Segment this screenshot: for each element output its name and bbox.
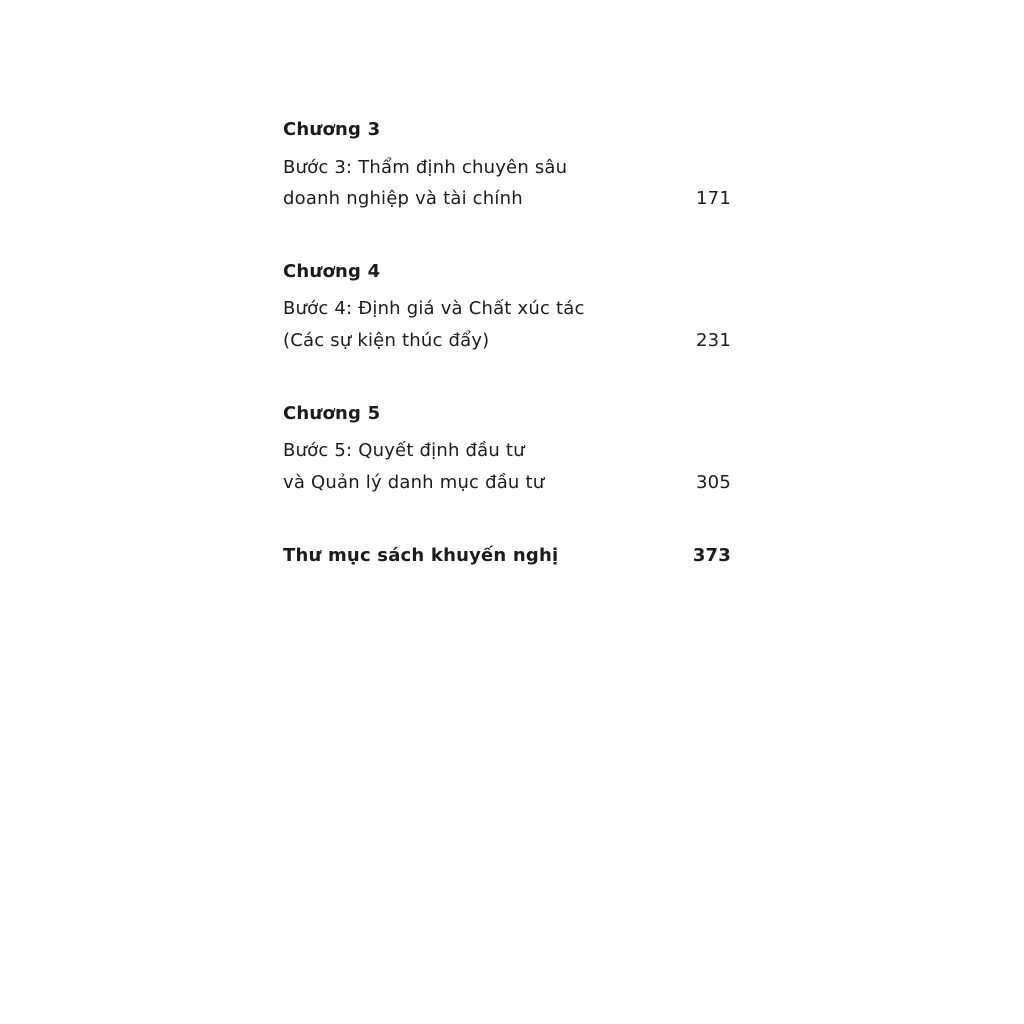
chapter-4-title-line-1 [283, 296, 731, 322]
chapter-5-title-text-1: Bước 5: Quyết định đầu tư [283, 440, 525, 461]
chapter-3-title-text-2: doanh nghiệp và tài chính [283, 188, 523, 209]
chapter-3-title-line-2 [283, 186, 731, 212]
chapter-4-heading [283, 259, 731, 285]
bibliography-title: Thư mục sách khuyến nghị [283, 545, 559, 566]
chapter-4-heading-text: Chương 4 [283, 261, 381, 282]
chapter-3-title-line-1 [283, 155, 731, 181]
chapter-4-page-number: 231 [696, 330, 731, 351]
chapter-5-page-number: 305 [696, 472, 731, 493]
chapter-5-heading-text: Chương 5 [283, 403, 381, 424]
chapter-5-title-line-2 [283, 470, 731, 496]
chapter-5-title-text-2: và Quản lý danh mục đầu tư [283, 472, 545, 493]
chapter-5-heading [283, 401, 731, 427]
chapter-5-title-line-1 [283, 438, 731, 464]
bibliography-page-number: 373 [692, 545, 731, 566]
bibliography-entry [283, 543, 731, 569]
chapter-3-page-number: 171 [696, 188, 731, 209]
chapter-3-heading [283, 117, 731, 143]
chapter-3-heading-text: Chương 3 [283, 119, 381, 140]
chapter-4-title-text-1: Bước 4: Định giá và Chất xúc tác [283, 298, 585, 319]
chapter-4-title-line-2 [283, 328, 731, 354]
chapter-3-title-text-1: Bước 3: Thẩm định chuyên sâu [283, 157, 568, 178]
chapter-4-title-text-2: (Các sự kiện thúc đẩy) [283, 330, 490, 351]
